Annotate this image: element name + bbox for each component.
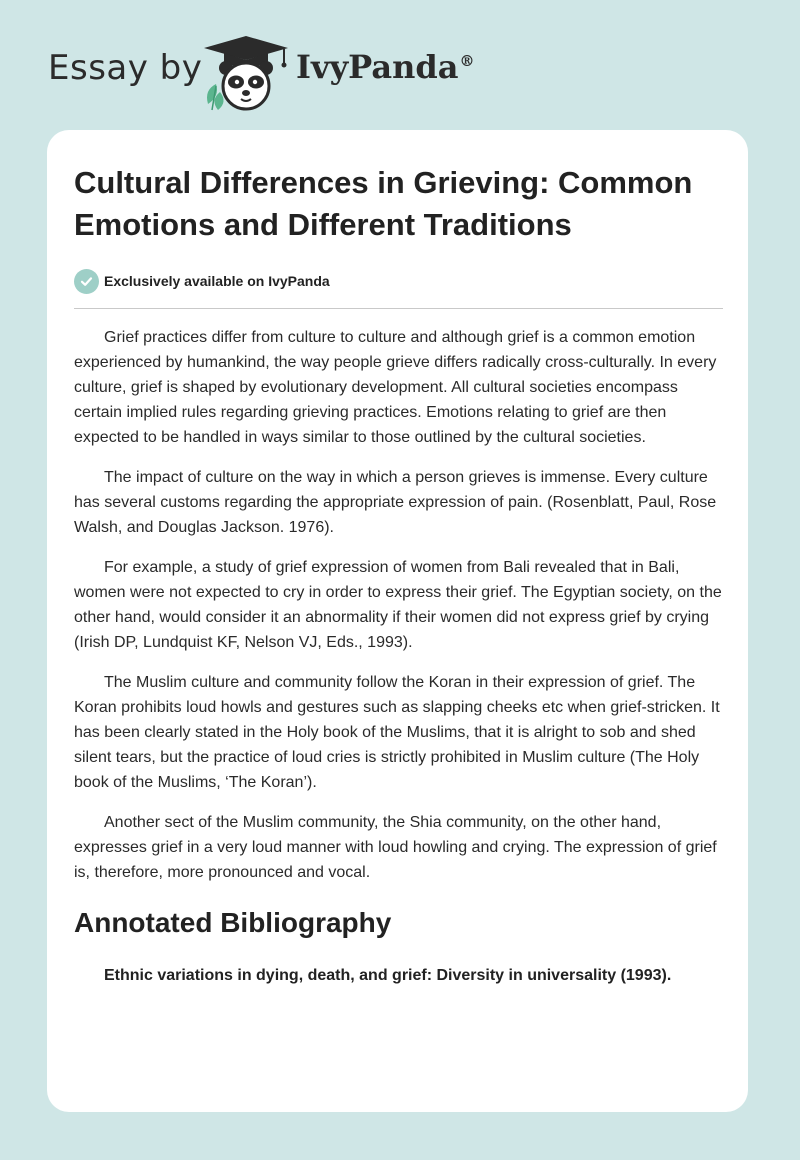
paragraph: The Muslim culture and community follow the Koran in their expression of grief. The Koran prohibits loud howls and gestures such as slapping cheeks etc when grief-stricken. It has been clearly stated in the Holy book of the Muslims, that it is alright to sob and shed silent tears, but the practice of loud cries is strictly prohibited in Muslim culture (The Holy book of the Muslims, ‘The Koran’). (74, 674, 720, 791)
brand-prefix: Essay by (48, 48, 203, 88)
check-icon (74, 269, 99, 294)
section-heading: Annotated Bibliography (74, 907, 392, 938)
divider (74, 308, 723, 309)
exclusive-badge (74, 268, 723, 294)
paragraph: The impact of culture on the way in which a person grieves is immense. Every culture has several customs regarding the appropriate expression of pain. (Rosenblatt, Paul, Rose Walsh, and Douglas Jackson. 1976). (74, 469, 717, 536)
registered-mark: ® (459, 52, 475, 71)
page-title: Cultural Differences in Grieving: Common Emotions and Different Traditions (74, 165, 693, 242)
paragraph: Grief practices differ from culture to culture and although grief is a common emotion experienced by humankind, the way people grieve differs radically cross-culturally. In every culture, grief is shaped by evolutionary development. All cultural societies encompass certain implied rules regarding grieving practices. Emotions relating to grief are then expected to be handled in ways similar to those outlined by the cultural societies. (74, 329, 717, 446)
paragraph: For example, a study of grief expression of women from Bali revealed that in Bali, women were not expected to cry in order to express their grief. The Egyptian society, on the other hand, would consider it an abnormality if their women did not express grief by crying (Irish DP, Lundquist KF, Nelson VJ, Eds., 1993). (74, 559, 722, 651)
site-header (0, 0, 800, 125)
essay-card (47, 130, 748, 1112)
brand-name[interactable]: IvyPanda® (296, 48, 475, 86)
badge-label: Exclusively available on IvyPanda (104, 273, 330, 289)
panda-graduate-icon[interactable] (200, 34, 292, 112)
paragraph: Another sect of the Muslim community, the Shia community, on the other hand, expresses grief in a very loud manner with loud howling and crying. The expression of grief is, therefore, more pronounced and vocal. (74, 814, 717, 881)
bibliography-entry: Ethnic variations in dying, death, and grief: Diversity in universality (1993). (104, 967, 672, 984)
essay-content (74, 162, 723, 988)
